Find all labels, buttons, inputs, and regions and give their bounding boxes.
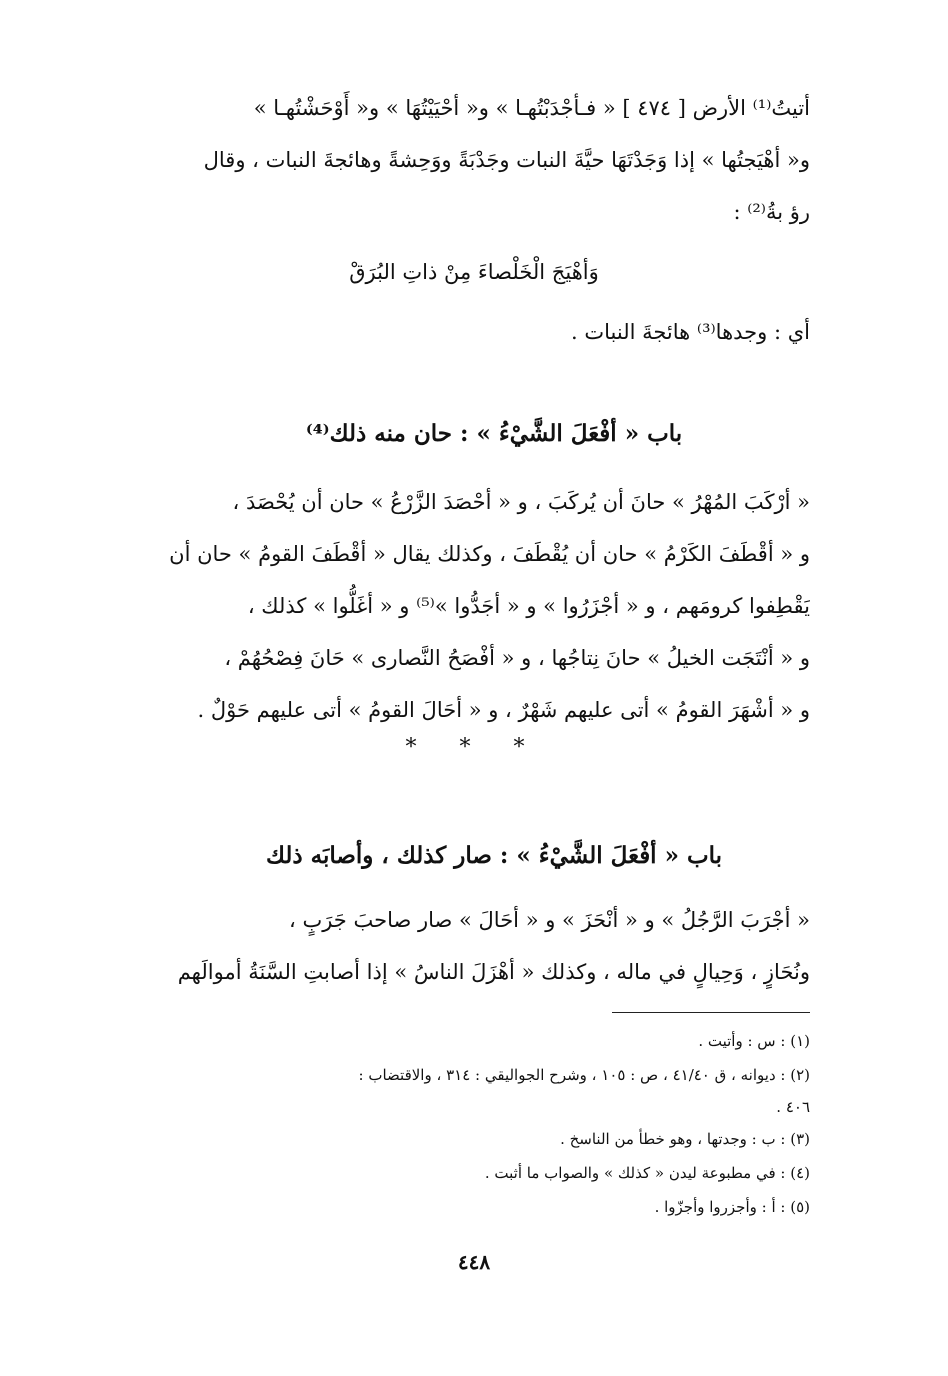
paragraph-line: أتيتُ⁽¹⁾ الأرض [ ٤٧٤ ] « فـأجْدَبْتُهـا » و« أحْيَيْتُهَا » و« أَوْحَشْتُهـا » bbox=[253, 96, 810, 120]
section-line: « أجْرَبَ الرَّجُلُ » و « أنْحَزَ » و « أحَالَ » صار صاحبَ جَرَبٍ ، bbox=[289, 908, 810, 932]
verse-gloss: أي : وجدها⁽³⁾ هائجةَ النبات . bbox=[571, 320, 810, 344]
paragraph-line: و« أهْيَجتُها » إذا وَجَدْتَهَا حيَّةَ النبات وجَدْبَةً ووَحِشةً وهائجةَ النبات ، وقال bbox=[203, 148, 810, 172]
verse-line: وَأهْيَجَ الْخَلْصاءَ مِنْ ذاتِ البُرَقْ bbox=[349, 260, 599, 284]
section-line: ونُحَازٍ ، وَحِيالٍ في ماله ، وكذلك « أهْزَلَ الناسُ » إذا أصابتِ السَّنَةُ أموالَهم bbox=[177, 960, 810, 984]
paragraph-line: رؤ بةُ⁽²⁾ : bbox=[733, 200, 810, 224]
footnote: (٤) : في مطبوعة ليدن « كذلك » والصواب ما أثبت . bbox=[484, 1164, 810, 1182]
footnote-rule bbox=[612, 1012, 810, 1013]
section-line: يَقْطِفوا كرومَهم ، و « أجْزَرُوا » و « أجَدُّوا »⁽⁵⁾ و « أغَلُّوا » كذلك ، bbox=[247, 594, 810, 618]
section-heading-1: باب « أفْعَلَ الشَّيْءُ » : حان منه ذلك⁽⁴⁾ bbox=[305, 420, 683, 447]
section-heading-2: باب « أفْعَلَ الشَّيْءُ » : صار كذلك ، وأصابَه ذلك bbox=[265, 842, 723, 869]
section-line: و « أنْتَجَت الخيلُ » حانَ نِتاجُها ، و « أفْصَحُ النَّصارى » حَانَ فِصْحُهُمْ ، bbox=[224, 646, 810, 670]
page-number: ٤٤٨ bbox=[457, 1250, 491, 1274]
footnote-continuation: ٤٠٦ . bbox=[776, 1098, 810, 1116]
footnote: (١) : س : وأتيت . bbox=[698, 1032, 810, 1050]
section-line: « أرْكَبَ المُهْرُ » حانَ أن يُركَبَ ، و « أحْصَدَ الزَّرْعُ » حان أن يُحْصَدَ ، bbox=[232, 490, 810, 514]
section-1-body bbox=[138, 476, 810, 736]
section-separator: * * * bbox=[405, 735, 543, 760]
footnote: (٣) : ب : وجدتها ، وهو خطأ من الناسخ . bbox=[560, 1130, 810, 1148]
opening-paragraph bbox=[138, 82, 810, 238]
footnote: (٥) : أ : وأجزروا وأجزّوا . bbox=[654, 1198, 810, 1216]
footnotes bbox=[138, 1024, 810, 1224]
section-line: و « أشْهَرَ القومُ » أتى عليهم شَهْرٌ ، و « أحَالَ القومُ » أتى عليهم حَوْلٌ . bbox=[197, 698, 810, 722]
section-line: و « أقْطَفَ الكَرْمُ » حان أن يُقْطَفَ ، وكذلك يقال « أقْطَفَ القومُ » حان أن bbox=[169, 542, 810, 566]
footnote: (٢) : ديوانه ، ق ٤١/٤٠ ، ص : ١٠٥ ، وشرح الجواليقي : ٣١٤ ، والاقتضاب : bbox=[358, 1066, 810, 1084]
section-2-body bbox=[138, 894, 810, 998]
